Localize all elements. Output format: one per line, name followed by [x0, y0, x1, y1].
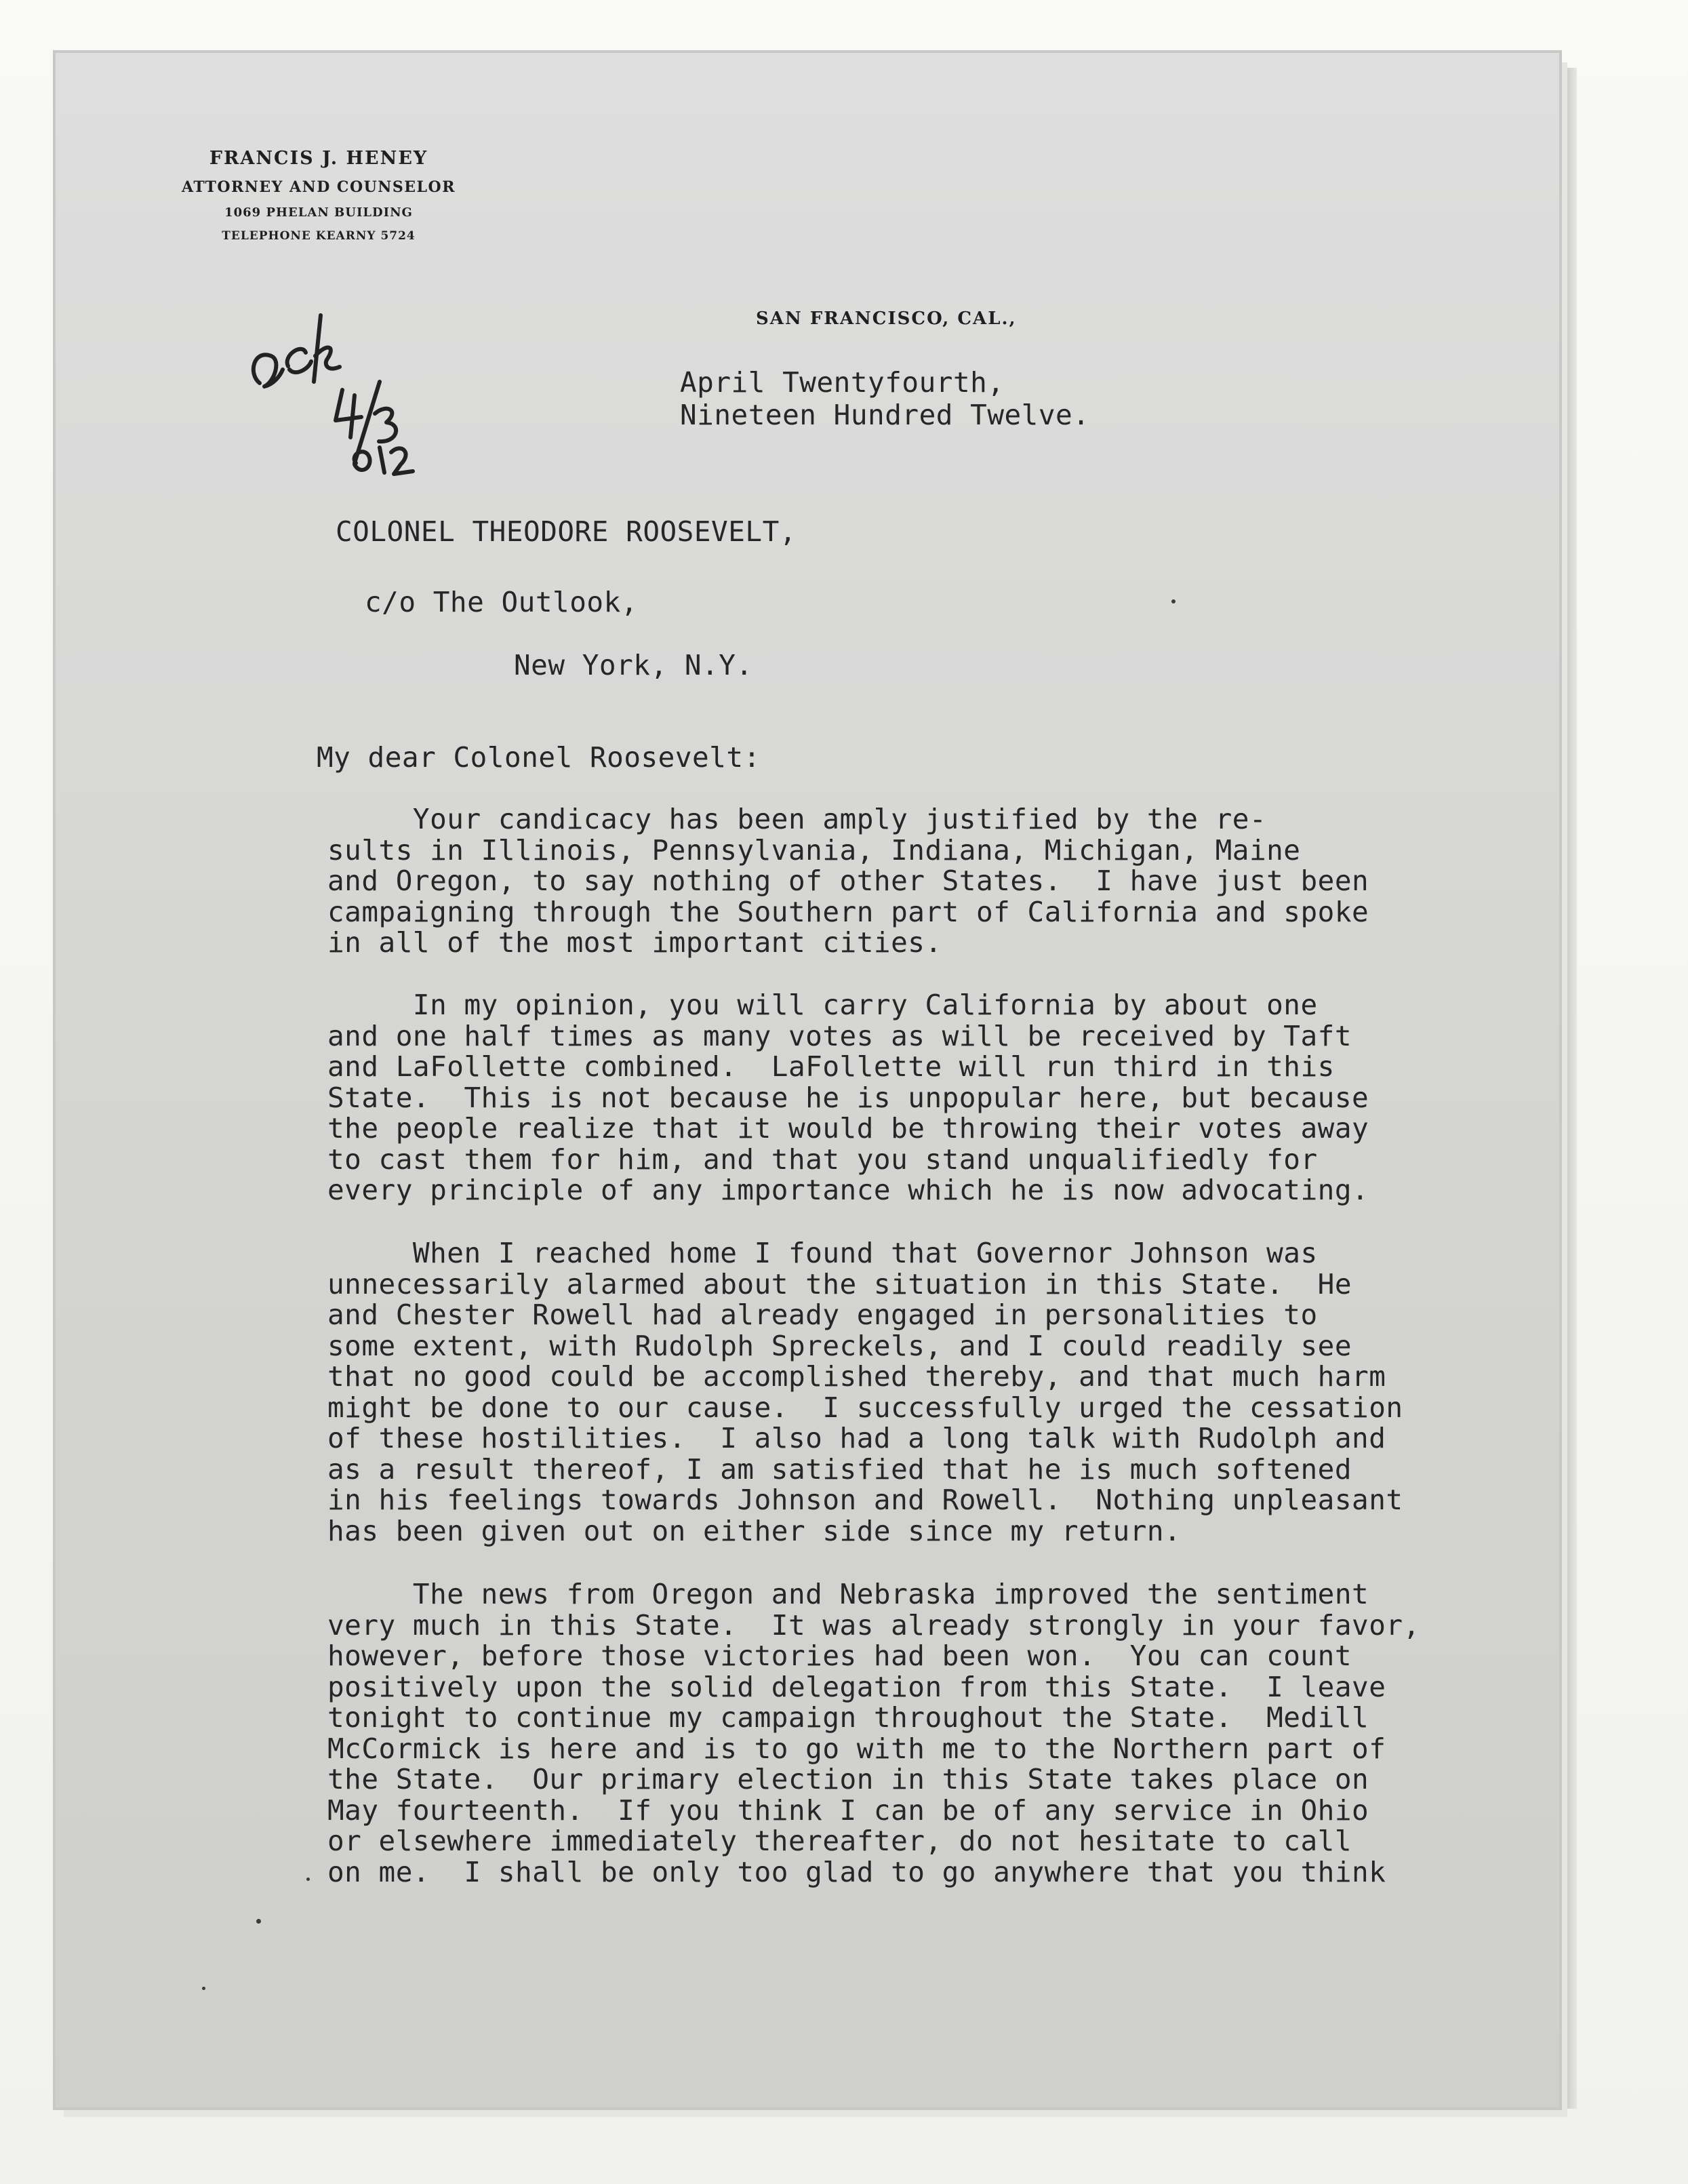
paper-edge	[1559, 68, 1577, 2109]
salutation: My dear Colonel Roosevelt:	[317, 741, 761, 774]
letterhead	[149, 148, 488, 243]
letterhead-address: 1069 PHELAN BUILDING	[224, 205, 413, 220]
letter-date	[680, 366, 1089, 431]
body-paragraph-1: Your candicacy has been amply justified by the re- sults in Illinois, Pennsylvania, Indiana, Michigan, Maine and Oregon, to say nothing of other States. I have just been campaigning through the Southern part of California and spoke in all of the most important cities.	[327, 803, 1369, 959]
date-line-1: April Twentyfourth,	[680, 366, 1005, 399]
letterhead-telephone: TELEPHONE KEARNY 5724	[222, 229, 416, 243]
recipient-name: COLONEL THEODORE ROOSEVELT,	[336, 515, 797, 548]
handwritten-acknowledgement	[241, 302, 417, 478]
letterhead-title: ATTORNEY AND COUNSELOR	[182, 178, 456, 196]
recipient-care-of: c/o The Outlook,	[365, 586, 638, 618]
letterhead-city: SAN FRANCISCO, CAL.,	[756, 309, 1017, 329]
body-paragraph-3: When I reached home I found that Governor Johnson was unnecessarily alarmed about the situation in this State. He and Chester Rowell had already engaged in personalities to some extent, with Rudolph Spreckels, and I could readily see that no good could be accomplished thereby, and that much harm might be done to our cause. I successfully urged the cessation of these hostilities. I also had a long talk with Rudolph and as a result thereof, I am satisfied that he is much softened in his feelings towards Johnson and Rowell. Nothing unpleasant has been given out on either side since my return.	[327, 1237, 1403, 1547]
date-line-2: Nineteen Hundred Twelve.	[680, 399, 1090, 431]
body-paragraph-4: The news from Oregon and Nebraska improved the sentiment very much in this State. It was already strongly in your favor, however, before those victories had been won. You can count positively upon the solid delegation from this State. I leave tonight to continue my campaign throughout the State. Medill McCormick is here and is to go with me to the Northern part of the State. Our primary election in this State takes place on May fourteenth. If you think I can be of any service in Ohio or elsewhere immediately thereafter, do not hesitate to call on me. I shall be only too glad to go anywhere that you think	[327, 1578, 1420, 1888]
recipient-city: New York, N.Y.	[514, 649, 753, 681]
body-paragraph-2: In my opinion, you will carry California by about one and one half times as many votes as will be received by Taft and LaFollette combined. LaFollette will run third in this State. This is not because he is unpopular here, but because the people realize that it would be throwing their votes away to cast them for him, and that you stand unqualifiedly for every principle of any importance which he is now advocating.	[327, 989, 1369, 1206]
letterhead-name: FRANCIS J. HENEY	[209, 148, 428, 169]
